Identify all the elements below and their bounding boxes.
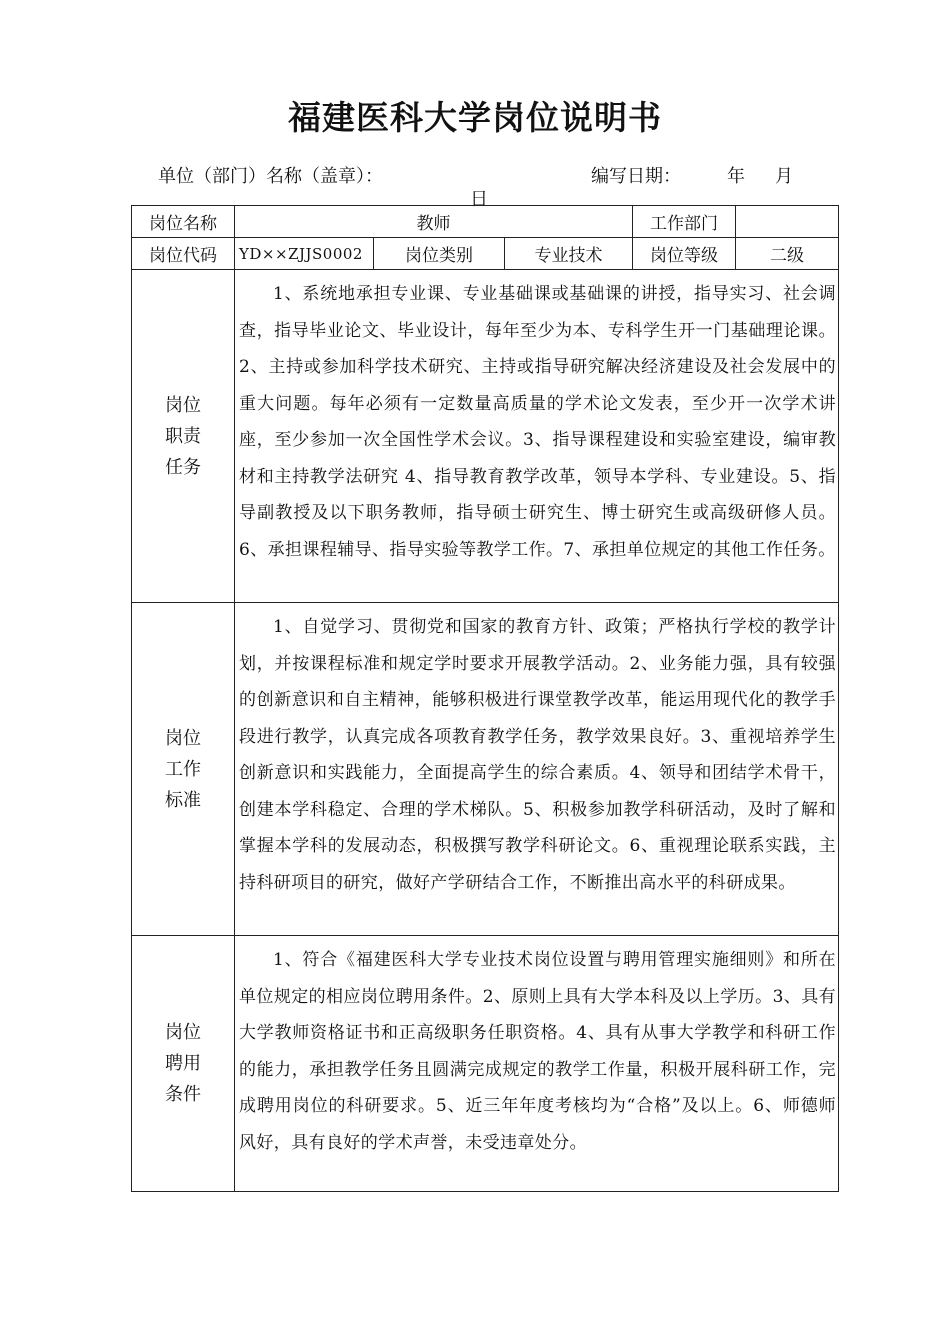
date-line — [591, 162, 793, 188]
conditions-text: 1、符合《福建医科大学专业技术岗位设置与聘用管理实施细则》和所在单位规定的相应岗位聘用条件。2、原则上具有大学本科及以上学历。3、具有大学教师资格证书和正高级职务任职资格。4、具有从事大学教学和科研工作的能力，承担教学任务且圆满完成规定的教学工作量，积极开展科研工作，完成聘用岗位的科研要求。5、近三年年度考核均为“合格”及以上。6、师德师风好，具有良好的学术声誉，未受违章处分。 — [235, 936, 839, 1192]
post-grade-label: 岗位等级 — [633, 238, 736, 270]
date-label: 编写日期： — [591, 166, 681, 187]
post-grade-value: 二级 — [736, 238, 839, 270]
post-type-value: 专业技术 — [505, 238, 633, 270]
document-title: 福建医科大学岗位说明书 — [288, 98, 662, 137]
post-code-value: YD××ZJJS0002 — [235, 238, 374, 270]
standards-label: 岗位 工作 标准 — [132, 603, 235, 936]
conditions-label: 岗位 聘用 条件 — [132, 936, 235, 1192]
table-row — [132, 603, 839, 936]
duties-label: 岗位 职责 任务 — [132, 270, 235, 603]
day-label: 日 — [470, 189, 488, 210]
post-type-label: 岗位类别 — [374, 238, 505, 270]
standards-text: 1、自觉学习、贯彻党和国家的教育方针、政策；严格执行学校的教学计划，并按课程标准和规定学时要求开展教学活动。2、业务能力强，具有较强的创新意识和自主精神，能够积极进行课堂教学改革，能运用现代化的教学手段进行教学，认真完成各项教育教学任务，教学效果良好。3、重视培养学生创新意识和实践能力，全面提高学生的综合素质。4、领导和团结学术骨干，创建本学科稳定、合理的学术梯队。5、积极参加教学科研活动，及时了解和掌握本学科的发展动态，积极撰写教学科研论文。6、重视理论联系实践，主持科研项目的研究，做好产学研结合工作，不断推出高水平的科研成果。 — [235, 603, 839, 936]
department-label: 工作部门 — [633, 206, 736, 238]
job-description-table — [131, 205, 839, 1192]
table-row — [132, 270, 839, 603]
post-name-value: 教师 — [235, 206, 633, 238]
post-code-label: 岗位代码 — [132, 238, 235, 270]
duties-text: 1、系统地承担专业课、专业基础课或基础课的讲授，指导实习、社会调查，指导毕业论文、毕业设计，每年至少为本、专科学生开一门基础理论课。2、主持或参加科学技术研究、主持或指导研究解决经济建设及社会发展中的重大问题。每年必须有一定数量高质量的学术论文发表，至少开一次学术讲座，至少参加一次全国性学术会议。3、指导课程建设和实验室建设，编审教材和主持教学法研究 4、指导教育教学改革，领导本学科、专业建设。5、指导副教授及以下职务教师，指导硕士研究生、博士研究生或高级研修人员。6、承担课程辅导、指导实验等教学工作。7、承担单位规定的其他工作任务。 — [235, 270, 839, 603]
table-row — [132, 206, 839, 238]
table-row — [132, 936, 839, 1192]
unit-name-label: 单位（部门）名称（盖章）： — [158, 166, 383, 187]
department-value — [736, 206, 839, 238]
post-name-label: 岗位名称 — [132, 206, 235, 238]
table-row — [132, 238, 839, 270]
year-label: 年 — [727, 166, 745, 187]
month-label: 月 — [775, 166, 793, 187]
